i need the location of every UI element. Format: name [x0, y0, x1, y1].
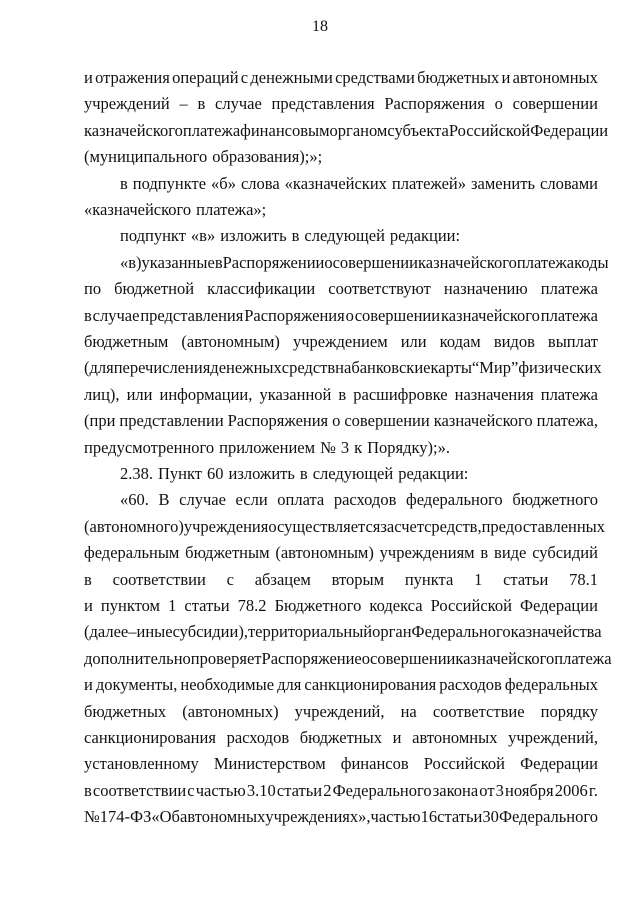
word: Распоряжения	[227, 411, 329, 431]
word: бюджетных	[84, 701, 167, 721]
text-line	[84, 65, 598, 91]
word: «в)	[120, 252, 142, 272]
word: статьи	[437, 807, 483, 827]
word: следующей	[304, 226, 385, 246]
page-number: 18	[312, 18, 328, 35]
word: совершении	[370, 648, 456, 668]
word: «б»	[211, 173, 236, 193]
word: с	[240, 68, 249, 87]
word: Бюджетного	[274, 596, 362, 615]
word: (автономных)	[182, 701, 279, 721]
word: в	[338, 384, 347, 404]
word: Порядку);».	[367, 437, 450, 457]
word: средствами	[335, 68, 415, 87]
word: соответствии	[92, 780, 187, 800]
word: «в»	[190, 226, 216, 246]
word: казначейского	[455, 648, 555, 668]
word: казначейства	[510, 622, 602, 642]
word: платежа	[540, 279, 598, 299]
text-line	[84, 514, 606, 540]
word: платежа	[540, 384, 598, 404]
word: случае	[215, 94, 262, 114]
word: средств,	[424, 516, 482, 536]
word: перечисления	[113, 358, 211, 378]
word: федеральных	[504, 675, 598, 695]
word: предоставленных	[481, 516, 606, 536]
word: платежа	[516, 252, 575, 272]
word: 78.2	[237, 596, 267, 615]
word: Российской	[423, 754, 506, 774]
text-line	[120, 171, 598, 197]
word: о	[345, 305, 354, 325]
word: казначейского	[84, 120, 183, 140]
text-line	[84, 540, 598, 566]
text-line	[84, 435, 598, 461]
word: указанной	[259, 384, 332, 404]
word: в	[291, 226, 300, 246]
word: к	[354, 437, 363, 457]
word: платежа	[554, 648, 612, 668]
word: в	[84, 305, 92, 325]
word: (для	[84, 358, 114, 378]
word: Российской	[430, 596, 512, 615]
word: подпункте	[132, 173, 207, 193]
word: средств	[281, 358, 336, 378]
word: расшифровке	[353, 384, 448, 404]
text-line	[84, 355, 602, 381]
word: г.	[588, 780, 598, 800]
word: учреждений,	[508, 728, 598, 747]
word: учреждениях»,	[265, 807, 371, 827]
word: денежными	[250, 68, 333, 87]
word: «Об	[151, 807, 180, 827]
word: 2006	[554, 780, 588, 800]
word: установленному	[84, 754, 199, 774]
word: учреждений	[84, 94, 170, 114]
word: №	[84, 807, 100, 827]
word: №	[320, 437, 336, 457]
word: органом	[329, 120, 388, 140]
word: абзацем	[254, 569, 311, 589]
word: пункта	[404, 569, 454, 589]
word: частью	[370, 807, 421, 827]
word: (автономного)	[84, 516, 184, 536]
word: бюджетного	[512, 490, 598, 510]
word: осуществляется	[268, 516, 381, 536]
word: за	[380, 516, 395, 536]
word: пунктом	[100, 596, 160, 615]
word: казначейского	[440, 305, 540, 325]
word: и	[84, 675, 93, 695]
word: «60.	[120, 490, 149, 510]
word: виде	[494, 543, 527, 563]
word: назначению	[443, 279, 528, 299]
word: бюджетных	[417, 68, 500, 87]
word: в	[120, 173, 128, 193]
word: о	[332, 411, 341, 431]
text-line	[84, 276, 598, 302]
word: случае	[179, 490, 226, 510]
word: следующей	[312, 464, 394, 483]
text-line	[84, 619, 602, 645]
text-line	[84, 778, 598, 804]
word: о	[324, 252, 333, 272]
word: предусмотренного	[84, 437, 215, 457]
word: федерального	[406, 490, 503, 510]
word: 3	[495, 780, 504, 800]
word: и	[84, 68, 93, 87]
word: платежей»	[391, 173, 466, 193]
word: Пункт	[158, 464, 203, 483]
word: (далее	[84, 622, 129, 642]
word: 1	[168, 596, 177, 615]
word: проверяет	[190, 648, 262, 668]
word: бюджетных	[299, 728, 382, 747]
word: необходимые	[180, 675, 275, 695]
word: информации,	[159, 384, 253, 404]
text-line	[84, 408, 598, 434]
word: соответствие	[432, 701, 525, 721]
word: статьи	[503, 569, 549, 589]
word: и	[501, 68, 511, 87]
word: субъекта	[387, 120, 449, 140]
word: в	[84, 569, 92, 589]
word: Распоряжения	[244, 305, 345, 325]
word: указанные	[141, 252, 215, 272]
word: случае	[92, 305, 140, 325]
text-line	[84, 804, 598, 830]
text-line	[84, 672, 598, 698]
word: федеральным	[84, 543, 180, 563]
word: или	[126, 384, 153, 404]
word: –	[179, 94, 188, 114]
word: совершении	[512, 94, 598, 114]
word: учреждением	[292, 332, 388, 351]
word: совершении	[332, 252, 418, 272]
word: 3	[340, 437, 350, 457]
word: автономных	[512, 68, 598, 87]
word: или	[400, 332, 427, 351]
word: документы,	[95, 675, 178, 695]
word: коды	[574, 252, 609, 272]
word: назначения	[454, 384, 534, 404]
word: казначейского	[417, 252, 517, 272]
word: бюджетным	[185, 543, 270, 563]
word: с	[226, 569, 234, 589]
word: от	[479, 780, 495, 800]
word: представления	[271, 94, 375, 114]
text-line	[84, 725, 598, 751]
word: и	[84, 596, 93, 615]
word: видов	[493, 332, 535, 351]
word: Федерации	[520, 754, 598, 774]
word: о	[494, 94, 503, 114]
word: совершении	[354, 305, 441, 325]
word: порядку	[540, 701, 598, 721]
word: 2.38.	[120, 464, 153, 483]
word: иные	[136, 622, 173, 642]
word: (автономным)	[275, 543, 374, 563]
word: если	[235, 490, 268, 510]
word: платежа»;	[196, 200, 267, 219]
word: Федерального	[411, 622, 511, 642]
word: в	[299, 464, 308, 483]
word: выплат	[547, 332, 598, 351]
word: образования);»;	[212, 147, 323, 167]
word: автономных	[180, 807, 266, 827]
word: (при	[84, 411, 116, 431]
text-line	[84, 567, 598, 593]
word: 174-ФЗ	[99, 807, 152, 827]
word: в	[84, 780, 92, 800]
word: территориальный	[247, 622, 373, 642]
word: представления	[140, 305, 244, 325]
word: 30	[482, 807, 499, 827]
text-line	[120, 223, 598, 249]
word: платежа,	[536, 411, 598, 431]
word: субсидий	[532, 543, 598, 563]
word: «казначейских	[284, 173, 387, 193]
text-line	[84, 118, 609, 144]
text-line	[84, 646, 612, 672]
word: кодекса	[369, 596, 423, 615]
word: казначейского	[433, 411, 533, 431]
word: финансов	[340, 754, 409, 774]
word: орган	[372, 622, 412, 642]
word: санкционирования	[304, 675, 437, 695]
word: 16	[420, 807, 438, 827]
word: и	[392, 728, 402, 747]
word: в	[480, 543, 489, 563]
word: (автономным)	[181, 332, 280, 351]
word: –	[128, 622, 137, 642]
word: заменить	[471, 173, 536, 193]
word: классификации	[207, 279, 316, 299]
text-line	[84, 197, 598, 223]
word: о	[361, 648, 370, 668]
word: расходов	[439, 675, 502, 695]
word: счет	[394, 516, 425, 536]
word: с	[187, 780, 195, 800]
word: на	[400, 701, 417, 721]
text-line	[84, 91, 598, 117]
word: приложением	[219, 437, 316, 457]
word: субсидии),	[172, 622, 248, 642]
word: санкционирования	[84, 728, 216, 747]
word: Министерством	[213, 754, 326, 774]
word: автономных	[412, 728, 498, 747]
word: отражения	[95, 68, 170, 87]
word: Федерации	[520, 596, 598, 615]
word: лиц),	[84, 384, 120, 404]
word: Распоряжения	[384, 94, 485, 114]
word: частью	[195, 780, 246, 800]
word: платежа	[182, 120, 241, 140]
word: финансовым	[240, 120, 330, 140]
word: в	[197, 94, 206, 114]
word: расходов	[333, 490, 397, 510]
word: 2	[323, 780, 332, 800]
word: 78.1	[569, 569, 598, 589]
word: 1	[474, 569, 483, 589]
word: по	[84, 279, 102, 299]
word: Федерального	[332, 780, 432, 800]
word: В	[158, 490, 170, 510]
word: подпункт	[120, 226, 186, 246]
word: соответствуют	[328, 279, 431, 299]
word: Распоряжение	[261, 648, 362, 668]
word: Распоряжении	[222, 252, 325, 272]
text-line	[84, 593, 598, 619]
word: операций	[172, 68, 239, 87]
word: 3.10	[246, 780, 276, 800]
word: на	[335, 358, 352, 378]
word: 60	[207, 464, 224, 483]
text-line	[84, 303, 598, 329]
word: денежных	[210, 358, 282, 378]
word: физических	[518, 358, 602, 378]
text-line	[120, 461, 598, 487]
word: совершении	[344, 411, 430, 431]
word: оплата	[277, 490, 325, 510]
word: изложить	[220, 226, 287, 246]
word: банковские	[351, 358, 431, 378]
word: ноября	[505, 780, 554, 800]
text-line	[84, 699, 598, 725]
word: Федерации	[530, 120, 609, 140]
text-line	[120, 487, 598, 513]
word: дополнительно	[84, 648, 191, 668]
text-line	[84, 751, 598, 777]
text-line	[84, 144, 598, 170]
text-line	[84, 329, 598, 355]
word: закона	[432, 780, 479, 800]
word: расходов	[226, 728, 290, 747]
word: редакции:	[389, 226, 461, 246]
word: Федерального	[498, 807, 598, 827]
word: кодам	[439, 332, 481, 351]
word: карты	[430, 358, 472, 378]
word: статьи	[184, 596, 230, 615]
word: учреждений,	[294, 701, 385, 721]
word: платежа	[540, 305, 598, 325]
word: (муниципального	[84, 147, 208, 167]
word: соответствии	[112, 569, 206, 589]
word: учреждениям	[379, 543, 475, 563]
word: представлении	[119, 411, 224, 431]
word: бюджетной	[114, 279, 195, 299]
text-line	[120, 250, 609, 276]
word: “Мир”	[471, 358, 519, 378]
word: редакции:	[398, 464, 469, 483]
word: вторым	[331, 569, 385, 589]
word: «казначейского	[84, 200, 192, 219]
text-line	[84, 382, 598, 408]
word: для	[277, 675, 302, 695]
word: слова	[240, 173, 280, 193]
word: Российской	[448, 120, 531, 140]
word: бюджетным	[84, 332, 169, 351]
word: изложить	[228, 464, 295, 483]
word: в	[214, 252, 223, 272]
word: словами	[540, 173, 598, 193]
word: учреждения	[183, 516, 269, 536]
word: статьи	[276, 780, 323, 800]
